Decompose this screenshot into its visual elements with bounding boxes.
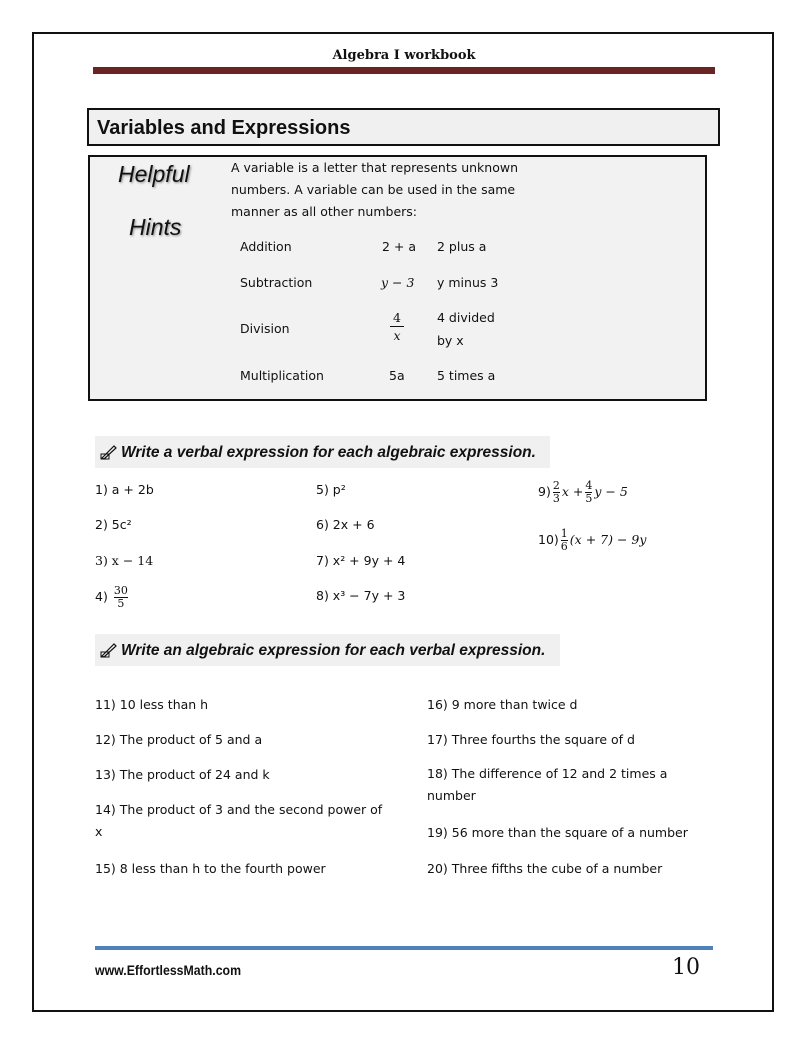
exercise-10 [538, 528, 646, 553]
exercise-1: 1) a + 2b [95, 482, 154, 497]
hint-verbal-division-2: by x [437, 333, 464, 348]
footer-site-link[interactable]: www.EffortlessMath.com [95, 962, 242, 978]
hints-intro: A variable is a letter that represents unknown numbers. A variable can be used in the same manner as all other numbers: [231, 160, 518, 219]
pencil-icon [100, 444, 118, 460]
footer-rule [95, 946, 713, 950]
exercise-20: 20) Three fifths the cube of a number [427, 861, 663, 876]
exercise-19: 19) 56 more than the square of a number [427, 825, 688, 840]
hint-op-addition: Addition [240, 239, 292, 254]
exercise-9-f1-denominator: 3 [552, 492, 560, 505]
exercise-18: 18) The difference of 12 and 2 times a number [427, 766, 668, 803]
exercise-12: 12) The product of 5 and a [95, 732, 263, 747]
section1-heading [95, 436, 550, 468]
exercise-15: 15) 8 less than h to the fourth power [95, 861, 326, 876]
pencil-icon [100, 642, 118, 658]
section2-title: Write an algebraic expression for each verbal expression. [121, 642, 546, 659]
hint-verbal-division-1: 4 divided [437, 310, 495, 325]
exercise-4-denominator: 5 [114, 597, 128, 610]
hint-expr-multiplication: 5a [389, 368, 405, 383]
hint-op-division: Division [240, 321, 290, 336]
exercise-10-fraction [561, 528, 568, 553]
section2-heading [95, 634, 560, 666]
topic-title: Variables and Expressions [97, 117, 351, 139]
exercise-9-label: 9) [538, 484, 551, 499]
topic-box [87, 108, 720, 146]
exercise-4-numerator: 30 [113, 584, 128, 597]
hint-verbal-addition: 2 plus a [437, 239, 487, 254]
section1-title: Write a verbal expression for each algebraic expression. [121, 444, 536, 461]
exercise-9-fraction-2 [585, 480, 592, 505]
hint-op-subtraction: Subtraction [240, 275, 313, 290]
exercise-17: 17) Three fourths the square of d [427, 732, 635, 747]
helpful-hints-box [88, 155, 707, 401]
hints-word-helpful: Helpful [118, 161, 190, 187]
header-title: Algebra I workbook [332, 48, 476, 63]
hint-expr-subtraction: y − 3 [381, 275, 415, 290]
exercise-9-f1-numerator: 2 [552, 479, 560, 492]
exercise-9-end: y − 5 [594, 484, 628, 499]
exercise-9-f2-denominator: 5 [585, 492, 593, 505]
exercise-9-f2-numerator: 4 [585, 479, 593, 492]
exercise-8: 8) x³ − 7y + 3 [316, 588, 406, 603]
exercise-9 [538, 480, 628, 505]
exercise-10-label: 10) [538, 532, 559, 547]
exercise-10-end: (x + 7) − 9y [569, 532, 647, 547]
hint-verbal-subtraction: y minus 3 [437, 275, 499, 290]
exercise-6: 6) 2x + 6 [316, 517, 375, 532]
exercise-10-denominator: 6 [560, 540, 568, 553]
exercise-13: 13) The product of 24 and k [95, 767, 270, 782]
exercise-4-fraction [114, 585, 128, 610]
exercise-9-middle: x + [561, 484, 584, 499]
hint-expr-addition: 2 + a [382, 239, 417, 254]
exercise-7: 7) x² + 9y + 4 [316, 553, 406, 568]
hint-division-denominator: x [393, 328, 401, 343]
exercise-14: 14) The product of 3 and the second power of x [95, 802, 383, 839]
page-number: 10 [672, 955, 700, 980]
fraction-bar [390, 326, 404, 327]
header-rule [93, 67, 715, 74]
exercise-4-label: 4) [95, 589, 108, 604]
hint-expr-division-fraction [390, 310, 404, 343]
hints-word-hints: Hints [129, 214, 182, 240]
exercise-9-fraction-1 [553, 480, 560, 505]
hint-verbal-multiplication: 5 times a [437, 368, 496, 383]
exercise-11: 11) 10 less than h [95, 697, 209, 712]
exercise-16: 16) 9 more than twice d [427, 697, 578, 712]
exercise-3: 3) x − 14 [95, 553, 154, 568]
hint-op-multiplication: Multiplication [240, 368, 324, 383]
exercise-10-numerator: 1 [560, 527, 568, 540]
exercise-2: 2) 5c² [95, 517, 132, 532]
hint-division-numerator: 4 [393, 310, 401, 325]
exercise-4 [95, 585, 130, 610]
exercise-5: 5) p² [316, 482, 346, 497]
